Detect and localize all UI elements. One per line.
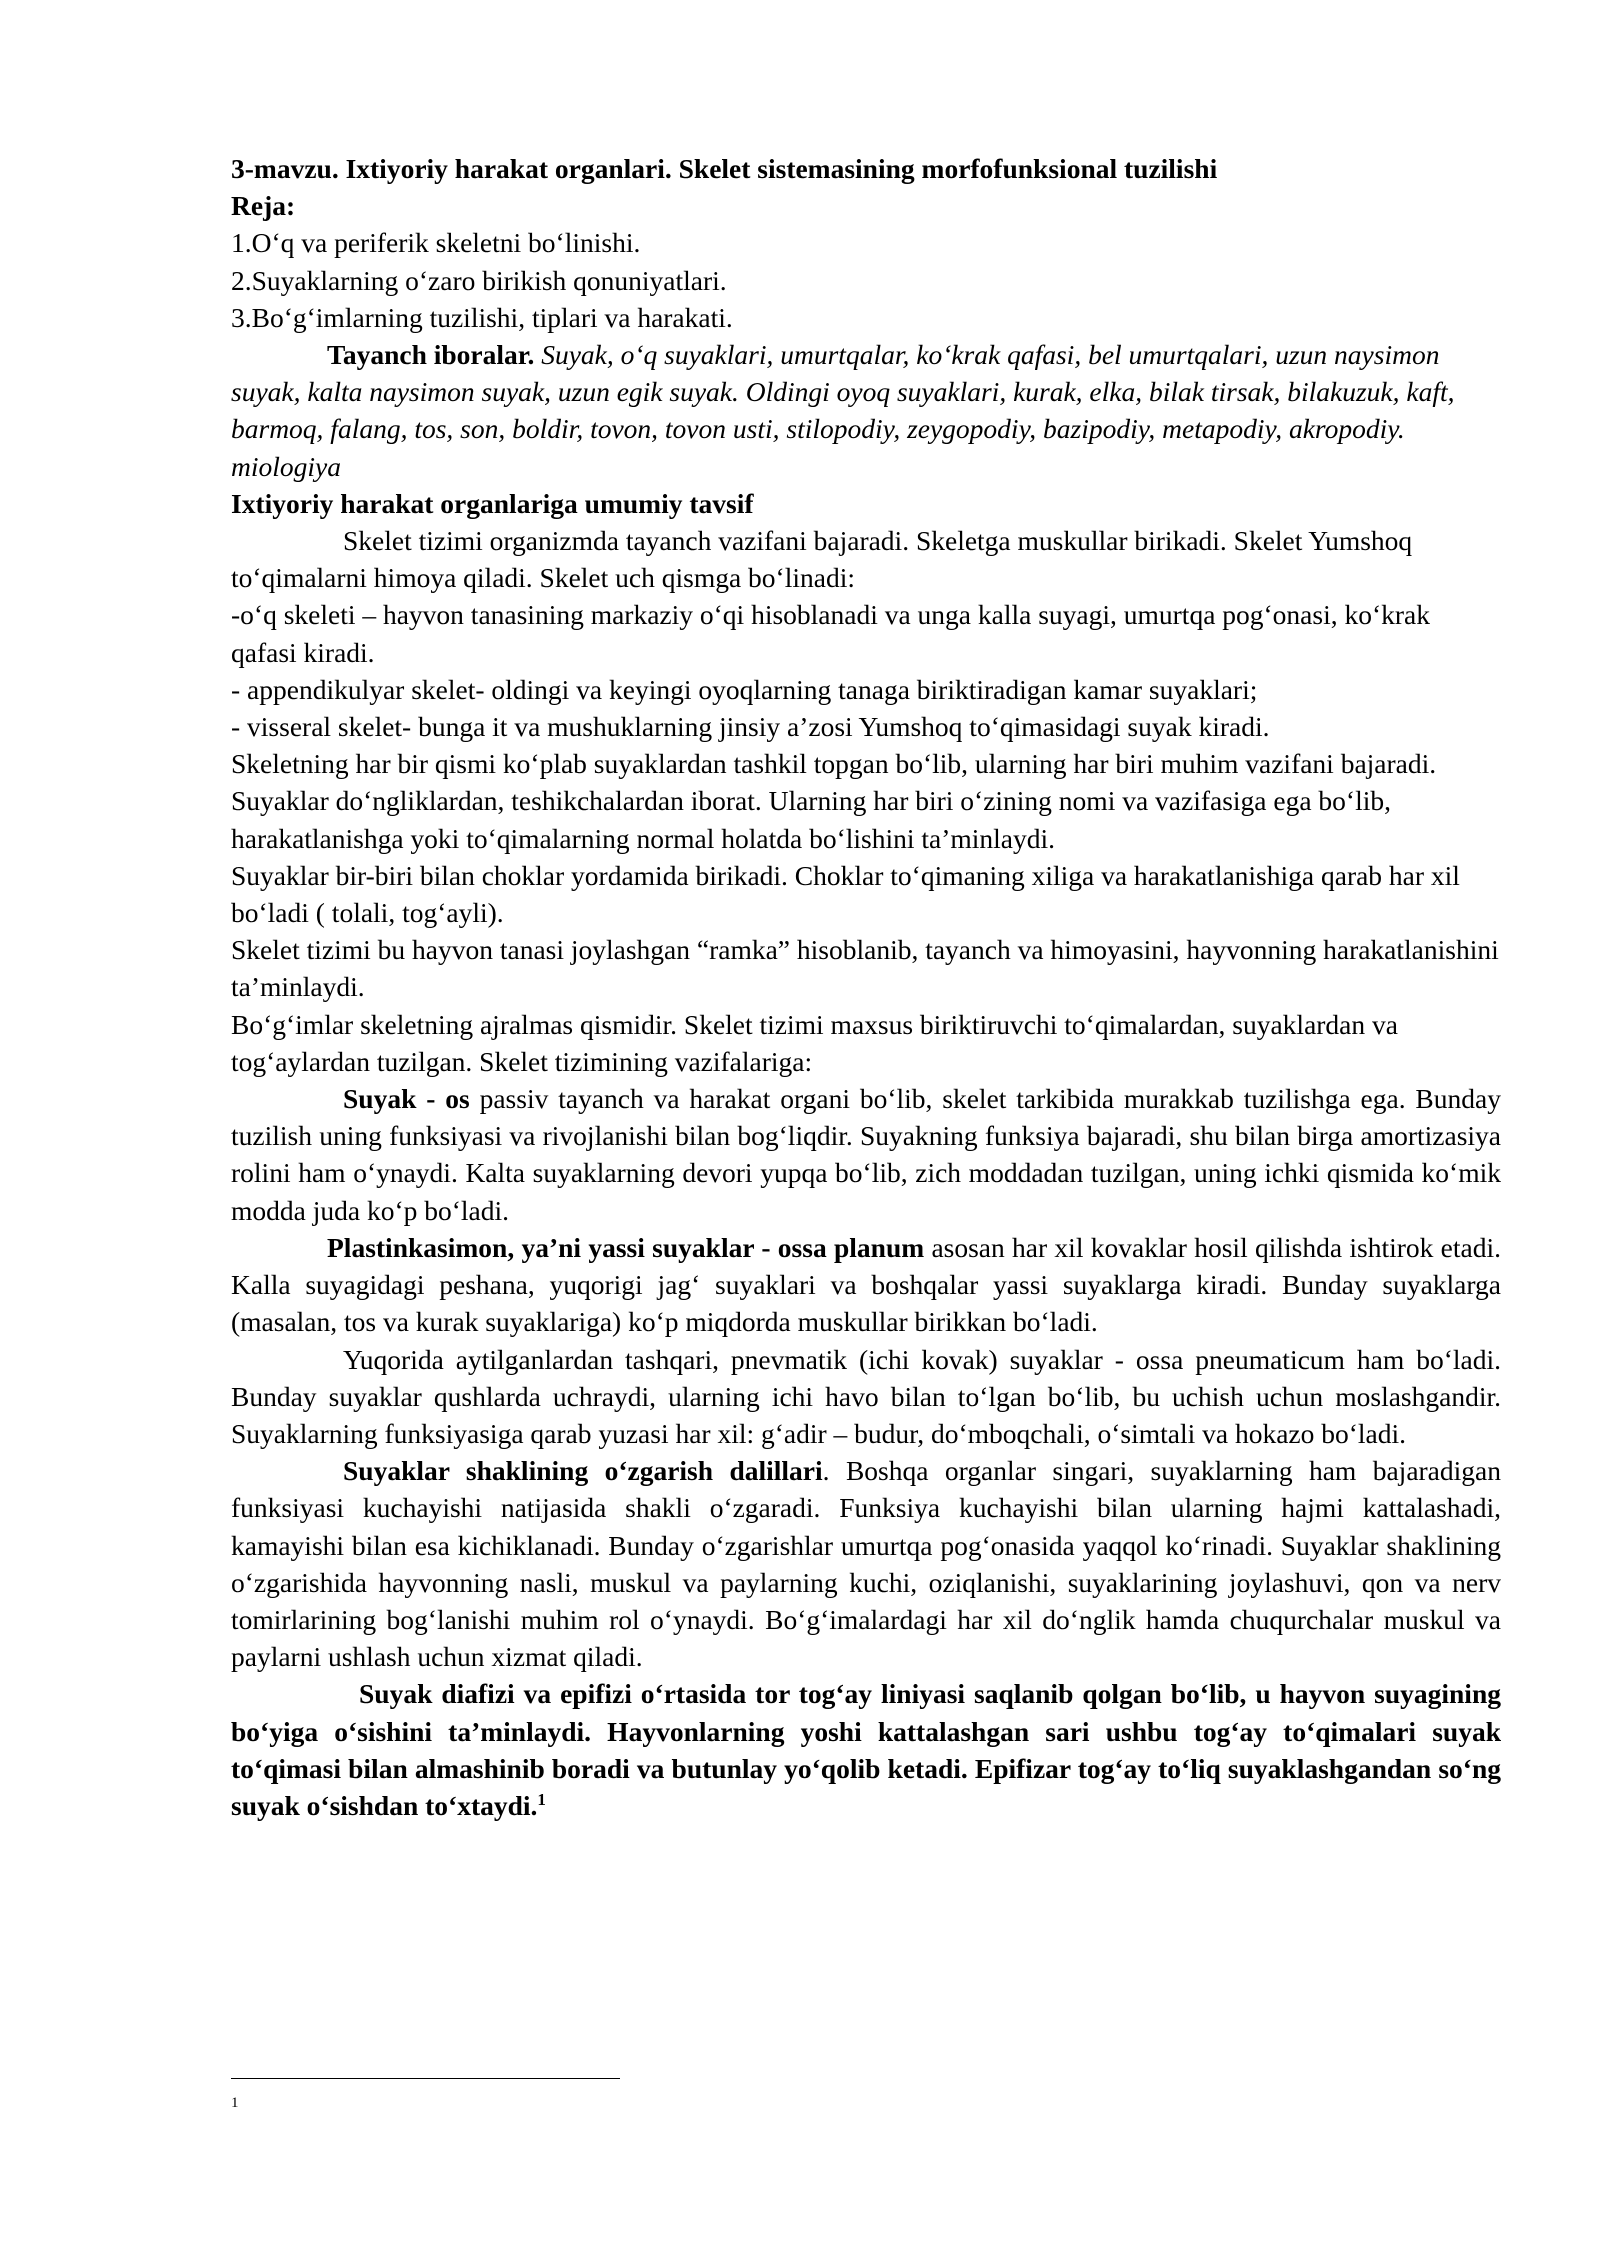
paragraph: Suyaklar bir-biri bilan choklar yordamida birikadi. Choklar to‘qimaning xiliga va harakatlanishiga qarab har xil bo‘ladi ( tolali, tog‘ayli).: [231, 859, 1460, 929]
section-heading: Ixtiyoriy harakat organlariga umumiy tavsif: [231, 487, 754, 519]
keywords-label: Tayanch iboralar.: [327, 339, 535, 371]
paragraph: - visseral skelet- bunga it va mushuklarning jinsiy a’zosi Yumshoq to‘qimasidagi suyak kiradi.: [231, 711, 1270, 743]
plan-item: 3.Bo‘g‘imlarning tuzilishi, tiplari va harakati.: [231, 301, 733, 333]
paragraph-shape-change: Suyaklar shaklining o‘zgarish dalillari. Boshqa organlar singari, suyaklarning ham bajaradigan funksiyasi kuchayishi natijasida shakli o‘zgaradi. Funksiya kuchayishi bilan ularning hajmi kattalashadi, kamayishi bilan esa kichiklanadi. Bunday o‘zgarishlar umurtqa pog‘onasida yaqqol ko‘rinadi. Suyaklar shaklining o‘zgarishida hayvonning nasli, muskul va paylarning kuchi, oziqlanishi, suyaklarining joylashuvi, qon va nerv tomirlarining bog‘lanishi muhim rol o‘ynaydi. Bo‘g‘imalardagi har xil do‘nglik hamda chuqurchalar muskul va paylarni ushlash uchun xizmat qiladi.: [231, 1455, 1501, 1673]
paragraph: -o‘q skeleti – hayvon tanasining markaziy o‘qi hisoblanadi va unga kalla suyagi, umurtqa pog‘onasi, ko‘krak qafasi kiradi.: [231, 599, 1431, 668]
paragraph-flat-bones: Plastinkasimon, ya’ni yassi suyaklar - ossa planum asosan har xil kovaklar hosil qilishda ishtirok etadi. Kalla suyagidagi peshana, yuqorigi jag‘ suyaklari va boshqalar yassi suyaklarga kiradi. Bunday suyaklarga (masalan, tos va kurak suyaklariga) ko‘p miqdorda muskullar birikkan bo‘ladi.: [231, 1231, 1501, 1338]
paragraph: - appendikulyar skelet- oldingi va keyingi oyoqlarning tanaga biriktiradigan kamar suyaklari;: [231, 673, 1258, 705]
paragraph: Bo‘g‘imlar skeletning ajralmas qismidir. Skelet tizimi maxsus biriktiruvchi to‘qimalardan, suyaklardan va tog‘aylardan tuzilgan. Skelet tizimining vazifalariga:: [231, 1008, 1398, 1077]
document-page: [231, 150, 1501, 1824]
paragraph: Skelet tizimi bu hayvon tanasi joylashgan “ramka” hisoblanib, tayanch va himoyasini, hayvonning harakatlanishini ta’minlaydi.: [231, 934, 1499, 1003]
document-title: 3-mavzu. Ixtiyoriy harakat organlari. Skelet sistemasining morfofunksional tuzilishi: [231, 153, 1218, 184]
keywords-paragraph: [231, 336, 1501, 485]
paragraph: Yuqorida aytilganlardan tashqari, pnevmatik (ichi kovak) suyaklar - ossa pneumaticum ham bo‘ladi. Bunday suyaklar qushlarda uchraydi, ularning ichi havo bilan to‘lgan bo‘lib, bu uchish uchun moslashgandir. Suyaklarning funksiyasiga qarab yuzasi har xil: g‘adir – budur, do‘mboqchali, o‘simtali va hokazo bo‘ladi.: [231, 1343, 1501, 1449]
footnote-separator: [231, 2078, 620, 2079]
plan-item: 1.O‘q va periferik skeletni bo‘linishi.: [231, 227, 641, 259]
paragraph-epiphysis: Suyak diafizi va epifizi o‘rtasida tor tog‘ay liniyasi saqlanib qolgan bo‘lib, u hayvon suyagining bo‘yiga o‘sishini ta’minlaydi. Hayvonlarning yoshi kattalashgan sari ushbu tog‘ay to‘qimalari suyak to‘qimasi bilan almashinib boradi va butunlay yo‘qolib ketadi. Epifizar tog‘ay to‘liq suyaklashgandan so‘ng suyak o‘sishdan to‘xtaydi.$^1$: [231, 1678, 1501, 1821]
plan-heading: Reja:: [231, 190, 296, 222]
footnote-mark: 1: [231, 2095, 239, 2111]
paragraph: Skeletning har bir qismi ko‘plab suyaklardan tashkil topgan bo‘lib, ularning har biri muhim vazifani bajaradi.: [231, 748, 1437, 780]
keywords-text: Suyak, o‘q suyaklari, umurtqalar, ko‘krak qafasi, bel umurtqalari, uzun naysimon suyak, kalta naysimon suyak, uzun egik suyak. Oldingi oyoq suyaklari, kurak, elka, bilak tirsak, bilakuzuk, kaft, barmoq, falang, tos, son, boldir, tovon, tovon usti, stilopodiy, zeygopodiy, bazipodiy, metapodiy, akropodiy. miologiya: [231, 339, 1455, 482]
paragraph: Suyaklar do‘ngliklardan, teshikchalardan iborat. Ularning har biri o‘zining nomi va vazifasiga ega bo‘lib, harakatlanishga yoki to‘qimalarning normal holatda bo‘lishini ta’minlaydi.: [231, 785, 1391, 854]
plan-item: 2.Suyaklarning o‘zaro birikish qonuniyatlari.: [231, 264, 727, 296]
shape-change-term: Suyaklar shaklining o‘zgarish dalillari: [343, 1455, 823, 1487]
flat-bones-term: Plastinkasimon, ya’ni yassi suyaklar - ossa planum: [327, 1231, 925, 1263]
paragraph-bone: Suyak - os passiv tayanch va harakat organi bo‘lib, skelet tarkibida murakkab tuzilishga ega. Bunday tuzilish uning funksiyasi va rivojlanishi bilan bog‘liqdir. Suyakning funksiya bajaradi, shu bilan birga amortizasiya rolini ham o‘ynaydi. Kalta suyaklarning devori yupqa bo‘lib, zich moddadan tuzilgan, uning ichki qismida ko‘mik modda juda ko‘p bo‘ladi.: [231, 1083, 1501, 1226]
footnote-reference[interactable]: 1: [537, 1789, 546, 1809]
paragraph: Skelet tizimi organizmda tayanch vazifani bajaradi. Skeletga muskullar birikadi. Skelet Yumshoq to‘qimalarni himoya qiladi. Skelet uch qismga bo‘linadi:: [231, 525, 1413, 594]
bone-term: Suyak - os: [343, 1083, 470, 1115]
